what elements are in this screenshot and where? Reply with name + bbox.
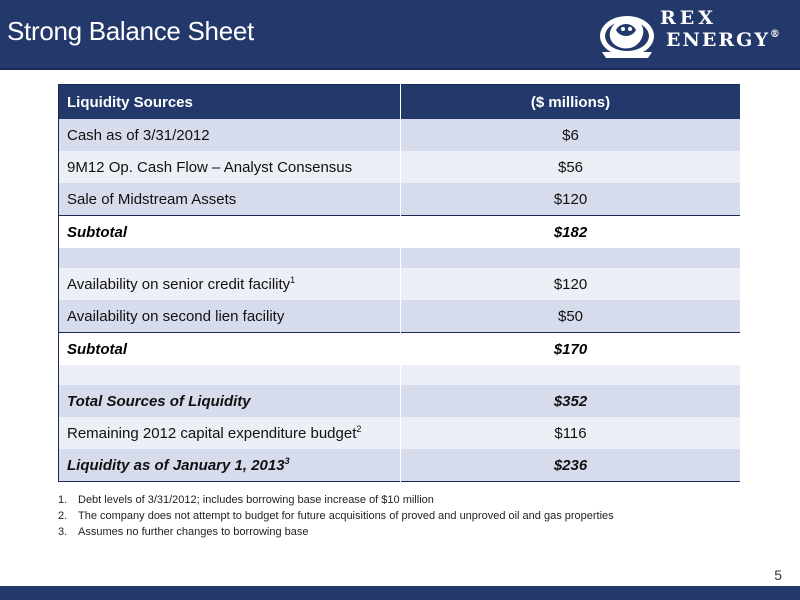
lion-logo-icon xyxy=(596,4,658,62)
table-row xyxy=(59,268,741,300)
spacer-row xyxy=(59,365,741,385)
row-value: $170 xyxy=(401,333,741,366)
table-header-row xyxy=(59,85,741,120)
footnote-number: 1. xyxy=(58,494,68,506)
logo-text-energy xyxy=(666,29,780,51)
company-logo xyxy=(596,4,796,64)
footnote-ref: 1 xyxy=(290,275,296,285)
row-label-text: Liquidity as of January 1, 2013 xyxy=(67,457,285,474)
table-row xyxy=(59,300,741,333)
row-label: Availability on second lien facility xyxy=(59,300,401,333)
subtotal-row xyxy=(59,333,741,366)
liquidity-total-row xyxy=(59,449,741,482)
row-label: Sale of Midstream Assets xyxy=(59,183,401,216)
footnote-item xyxy=(58,508,614,524)
logo-energy-word: ENERGY xyxy=(666,29,770,51)
row-value: $120 xyxy=(401,183,741,216)
row-label-text: Availability on senior credit facility xyxy=(67,276,291,293)
registered-mark: ® xyxy=(769,29,780,40)
footnote-text: Assumes no further changes to borrowing base xyxy=(78,526,309,538)
footnote-text: The company does not attempt to budget for future acquisitions of proved and unproved oil and gas properties xyxy=(78,510,614,522)
row-label: Cash as of 3/31/2012 xyxy=(59,119,401,151)
row-value: $352 xyxy=(401,385,741,417)
row-value: $236 xyxy=(401,449,741,482)
page-title: Strong Balance Sheet xyxy=(7,16,254,46)
logo-text-rex: REX xyxy=(660,7,718,29)
total-row xyxy=(59,385,741,417)
row-label: Total Sources of Liquidity xyxy=(59,385,401,417)
footnote-item xyxy=(58,492,614,508)
footnote-text: Debt levels of 3/31/2012; includes borrowing base increase of $10 million xyxy=(78,494,434,506)
footnote-ref: 3 xyxy=(284,456,290,466)
spacer-row xyxy=(59,248,741,268)
row-value: $120 xyxy=(401,268,741,300)
row-label-text: Remaining 2012 capital expenditure budget xyxy=(67,425,357,442)
liquidity-table xyxy=(58,84,741,482)
row-label xyxy=(59,417,401,449)
table-row xyxy=(59,119,741,151)
page-number: 5 xyxy=(774,567,782,583)
footnote-number: 2. xyxy=(58,510,68,522)
row-value: $182 xyxy=(401,216,741,249)
footnotes xyxy=(58,492,614,540)
row-label xyxy=(59,268,401,300)
table-row xyxy=(59,183,741,216)
footnote-item xyxy=(58,524,614,540)
subtotal-row xyxy=(59,216,741,249)
row-label: Subtotal xyxy=(59,216,401,249)
footnote-number: 3. xyxy=(58,526,68,538)
header-bar xyxy=(0,0,800,70)
footnote-ref: 2 xyxy=(356,424,362,434)
table-row xyxy=(59,417,741,449)
footer-bar xyxy=(0,586,800,600)
row-label: Subtotal xyxy=(59,333,401,366)
row-value: $116 xyxy=(401,417,741,449)
col-header-sources: Liquidity Sources xyxy=(59,85,401,120)
table-row xyxy=(59,151,741,183)
row-label: 9M12 Op. Cash Flow – Analyst Consensus xyxy=(59,151,401,183)
row-label xyxy=(59,449,401,482)
row-value: $56 xyxy=(401,151,741,183)
row-value: $6 xyxy=(401,119,741,151)
col-header-millions: ($ millions) xyxy=(401,85,741,120)
row-value: $50 xyxy=(401,300,741,333)
